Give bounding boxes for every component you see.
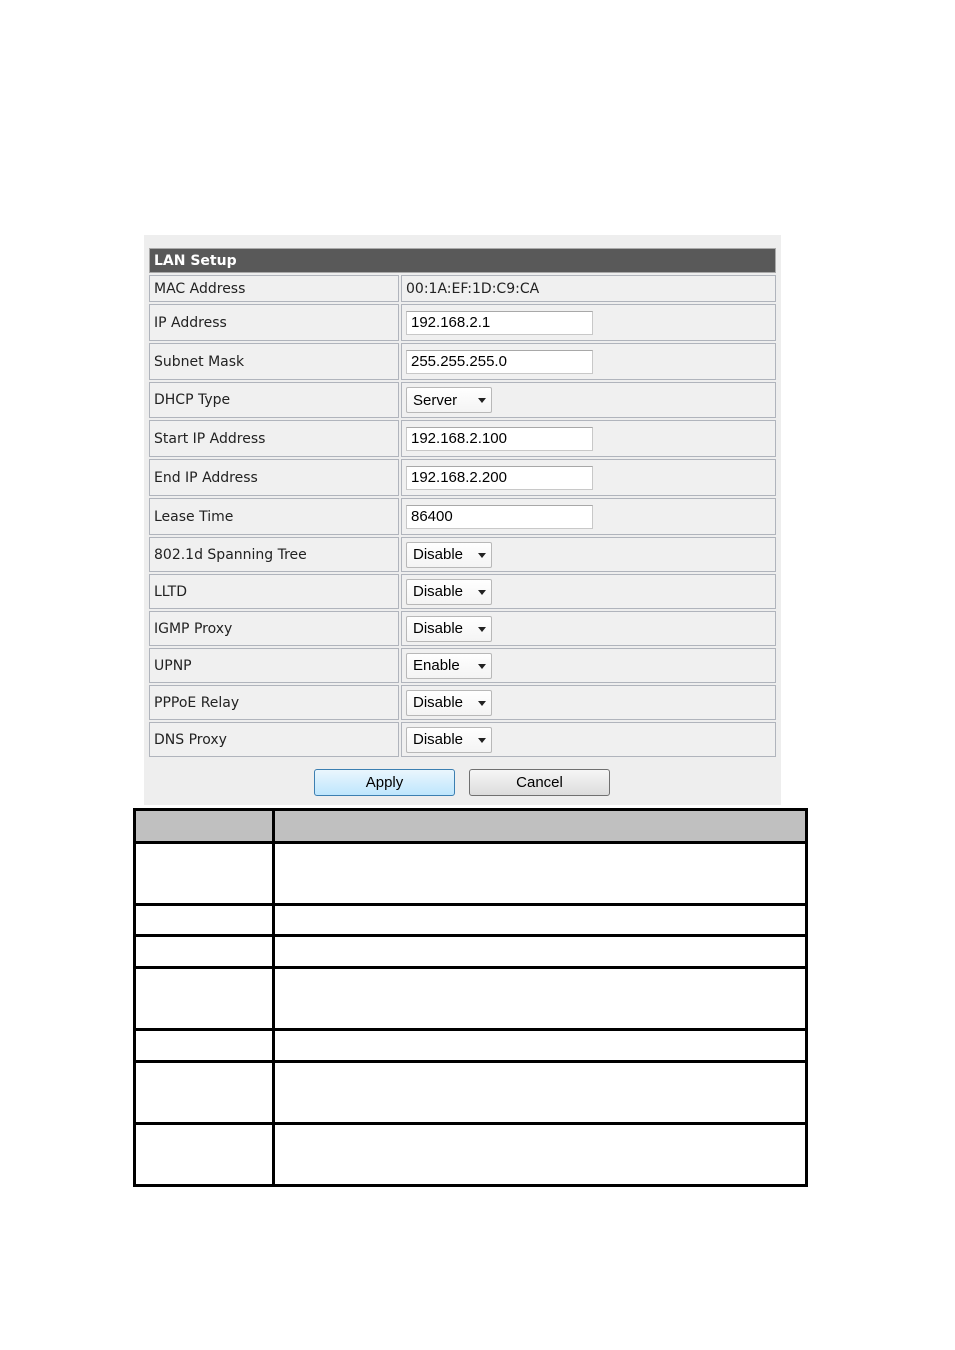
row-spanning-tree — [149, 537, 776, 572]
chevron-down-icon — [478, 627, 486, 632]
lltd-label: LLTD — [149, 574, 399, 609]
mac-address-value: 00:1A:EF:1D:C9:CA — [401, 275, 776, 302]
subnet-mask-input[interactable]: 255.255.255.0 — [406, 350, 593, 374]
chevron-down-icon — [478, 590, 486, 595]
table-cell — [135, 905, 274, 936]
lan-setup-panel — [144, 235, 781, 805]
dhcp-type-label: DHCP Type — [149, 382, 399, 418]
table-row — [135, 1062, 807, 1124]
lltd-selected: Disable — [413, 583, 464, 600]
button-row — [314, 769, 610, 796]
table-cell — [274, 936, 807, 968]
row-subnet-mask — [149, 343, 776, 380]
lease-time-input[interactable]: 86400 — [406, 505, 593, 529]
lltd-select[interactable] — [406, 579, 492, 605]
igmp-proxy-label: IGMP Proxy — [149, 611, 399, 646]
row-pppoe-relay — [149, 685, 776, 720]
settings-rows — [149, 275, 776, 759]
table-cell — [274, 1030, 807, 1062]
table-row — [135, 936, 807, 968]
table-cell — [274, 1062, 807, 1124]
table-cell — [274, 843, 807, 905]
igmp-proxy-selected: Disable — [413, 620, 464, 637]
cancel-button[interactable]: Cancel — [469, 769, 610, 796]
table-cell — [135, 1062, 274, 1124]
ip-address-label: IP Address — [149, 304, 399, 341]
row-igmp-proxy — [149, 611, 776, 646]
ip-address-input[interactable]: 192.168.2.1 — [406, 311, 593, 335]
row-lltd — [149, 574, 776, 609]
chevron-down-icon — [478, 553, 486, 558]
chevron-down-icon — [478, 664, 486, 669]
dhcp-type-select[interactable] — [406, 387, 492, 413]
row-ip-address — [149, 304, 776, 341]
pppoe-relay-label: PPPoE Relay — [149, 685, 399, 720]
description-table — [133, 808, 808, 1187]
table-cell — [135, 843, 274, 905]
row-upnp — [149, 648, 776, 683]
subnet-mask-label: Subnet Mask — [149, 343, 399, 380]
table-cell — [135, 936, 274, 968]
table-header-cell — [274, 810, 807, 843]
chevron-down-icon — [478, 398, 486, 403]
dns-proxy-selected: Disable — [413, 731, 464, 748]
igmp-proxy-select[interactable] — [406, 616, 492, 642]
chevron-down-icon — [478, 701, 486, 706]
table-row — [135, 843, 807, 905]
spanning-tree-label: 802.1d Spanning Tree — [149, 537, 399, 572]
start-ip-label: Start IP Address — [149, 420, 399, 457]
chevron-down-icon — [478, 738, 486, 743]
upnp-select[interactable] — [406, 653, 492, 679]
end-ip-label: End IP Address — [149, 459, 399, 496]
table-header-row — [135, 810, 807, 843]
row-lease-time — [149, 498, 776, 535]
pppoe-relay-selected: Disable — [413, 694, 464, 711]
table-cell — [274, 905, 807, 936]
start-ip-input[interactable]: 192.168.2.100 — [406, 427, 593, 451]
table-row — [135, 1124, 807, 1186]
pppoe-relay-select[interactable] — [406, 690, 492, 716]
end-ip-input[interactable]: 192.168.2.200 — [406, 466, 593, 490]
table-header-cell — [135, 810, 274, 843]
row-dns-proxy — [149, 722, 776, 757]
table-row — [135, 905, 807, 936]
lease-time-label: Lease Time — [149, 498, 399, 535]
row-start-ip — [149, 420, 776, 457]
table-row — [135, 968, 807, 1030]
row-dhcp-type — [149, 382, 776, 418]
spanning-tree-selected: Disable — [413, 546, 464, 563]
table-cell — [274, 968, 807, 1030]
dns-proxy-select[interactable] — [406, 727, 492, 753]
row-mac-address — [149, 275, 776, 302]
table-cell — [274, 1124, 807, 1186]
upnp-label: UPNP — [149, 648, 399, 683]
table-row — [135, 1030, 807, 1062]
table-cell — [135, 1030, 274, 1062]
table-cell — [135, 1124, 274, 1186]
apply-button[interactable]: Apply — [314, 769, 455, 796]
table-cell — [135, 968, 274, 1030]
row-end-ip — [149, 459, 776, 496]
panel-title: LAN Setup — [149, 248, 776, 273]
dns-proxy-label: DNS Proxy — [149, 722, 399, 757]
spanning-tree-select[interactable] — [406, 542, 492, 568]
upnp-selected: Enable — [413, 657, 460, 674]
dhcp-type-selected: Server — [413, 391, 458, 409]
mac-address-label: MAC Address — [149, 275, 399, 302]
